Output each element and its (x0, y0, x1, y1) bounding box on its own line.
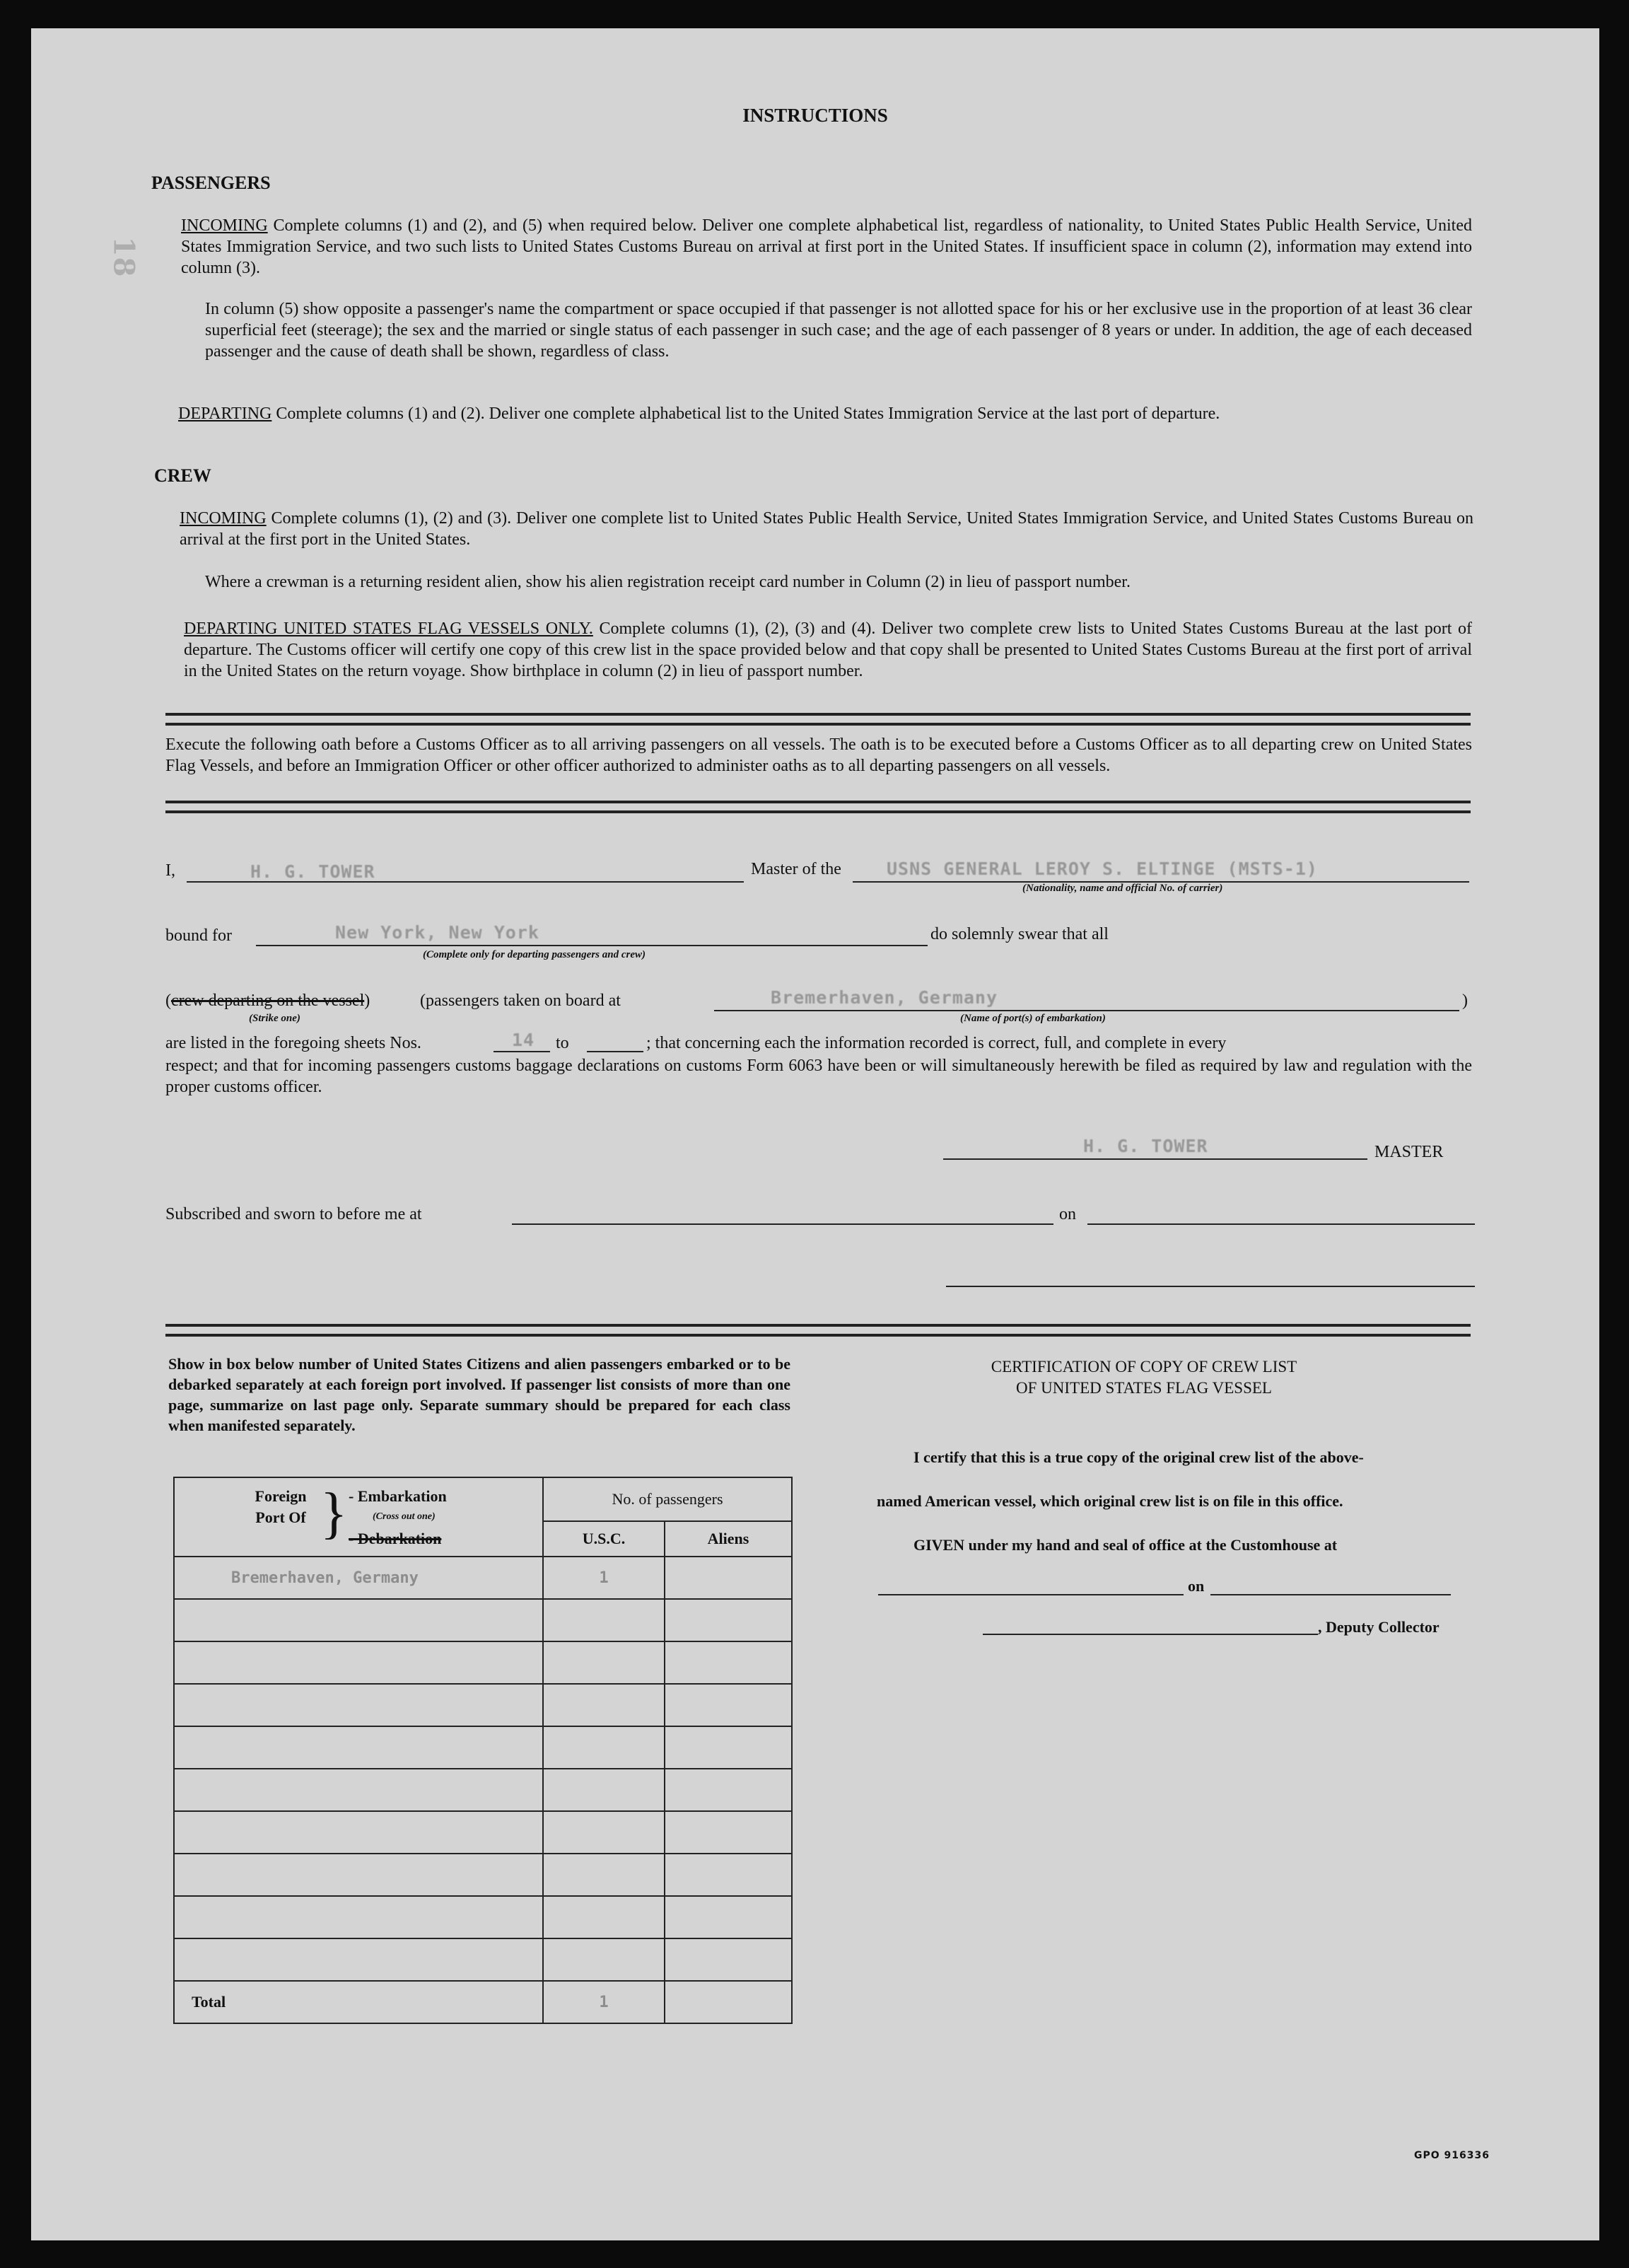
row-port[interactable]: Bremerhaven, Germany (174, 1557, 543, 1599)
row-port[interactable] (174, 1896, 543, 1938)
row-usc[interactable] (543, 1641, 665, 1684)
foreign-port-label: Foreign Port Of (255, 1487, 307, 1526)
row-aliens[interactable] (665, 1557, 792, 1599)
passengers-taken-label: (passengers taken on board at (420, 991, 621, 1010)
row-aliens[interactable] (665, 1769, 792, 1811)
table-row (174, 1769, 792, 1811)
margin-mark: 18 (107, 236, 141, 278)
total-aliens[interactable] (665, 1981, 792, 2023)
row-aliens[interactable] (665, 1641, 792, 1684)
row-port[interactable] (174, 1726, 543, 1769)
table-row (174, 1938, 792, 1981)
deputy-label: , Deputy Collector (1318, 1618, 1440, 1636)
divider (165, 801, 1471, 813)
aliens-header: Aliens (665, 1521, 792, 1557)
cert-line-1: I certify that this is a true copy of the original crew list of the above- (913, 1448, 1364, 1466)
passengers-departing-paragraph (178, 403, 1472, 424)
total-label: Total (174, 1981, 543, 2023)
total-usc[interactable]: 1 (543, 1981, 665, 2023)
sheet-from-field[interactable] (494, 1051, 550, 1052)
table-row (174, 1811, 792, 1854)
officer-signature-field[interactable] (946, 1286, 1475, 1287)
incoming-label: INCOMING (181, 216, 268, 235)
column5-paragraph: In column (5) show opposite a passenger's name the compartment or space occupied if that passenger is not allotted space for his or her exclusive use in the proportion of at least 36 clear superficial feet (steerage); the sex and the married or single status of each passenger in such case; and the age of each passenger of 8 years or under. In addition, the age of each deceased passenger and the cause of death shall be shown, regardless of class. (205, 300, 1472, 361)
row-aliens[interactable] (665, 1811, 792, 1854)
row-usc[interactable] (543, 1896, 665, 1938)
row-port[interactable] (174, 1684, 543, 1726)
row-aliens[interactable] (665, 1896, 792, 1938)
embarkation-label: - Embarkation (349, 1487, 447, 1505)
table-header-row (174, 1477, 792, 1521)
row-usc[interactable] (543, 1769, 665, 1811)
form-page (31, 28, 1599, 2240)
debarkation-label: - Debarkation (349, 1530, 442, 1547)
cert-date-field[interactable] (1210, 1594, 1451, 1595)
subscribed-label: Subscribed and sworn to before me at (165, 1205, 422, 1223)
row-usc[interactable]: 1 (543, 1557, 665, 1599)
incoming-text: Complete columns (1) and (2), and (5) when required below. Deliver one complete alphabetical list, regardless of nationality, to United States Public Health Service, United States Immigration Service, and two such lists to United States Customs Bureau on arrival at first port in the United States. If insufficient space in column (2), information may extend into column (3). (181, 216, 1473, 277)
close-paren: ) (1462, 991, 1468, 1010)
row-usc[interactable] (543, 1938, 665, 1981)
port-caption: (Name of port(s) of embarkation) (960, 1013, 1106, 1024)
crew-departing-label: DEPARTING UNITED STATES FLAG VESSELS ONLY. (184, 620, 593, 638)
listed-suffix: ; that concerning each the information recorded is correct, full, and complete in every (646, 1034, 1227, 1052)
vessel-caption: (Nationality, name and official No. of carrier) (1022, 883, 1223, 894)
row-usc[interactable] (543, 1726, 665, 1769)
table-row (174, 1599, 792, 1641)
vessel-value: USNS GENERAL LEROY S. ELTINGE (MSTS-1) (887, 859, 1318, 879)
master-of-label: Master of the (751, 860, 841, 878)
row-aliens[interactable] (665, 1599, 792, 1641)
row-usc[interactable] (543, 1811, 665, 1854)
deputy-signature-field[interactable] (983, 1634, 1318, 1635)
signature-field[interactable] (943, 1158, 1367, 1160)
table-row (174, 1684, 792, 1726)
to-label: to (556, 1034, 569, 1052)
crew-departing-text: crew departing on the vessel (171, 991, 365, 1010)
sworn-place-field[interactable] (512, 1223, 1053, 1225)
row-usc[interactable] (543, 1599, 665, 1641)
strike-caption: (Strike one) (249, 1013, 300, 1024)
port-value: Bremerhaven, Germany (771, 987, 998, 1008)
summary-instructions: Show in box below number of United States Citizens and alien passengers embarked or to be debarked separately at each foreign port involved. If passenger list consists of more than one page, summarize on last page only. Separate summary should be prepared for each class when manifested separately. (168, 1355, 790, 1434)
row-aliens[interactable] (665, 1854, 792, 1896)
cert-on-label: on (1188, 1577, 1205, 1595)
swear-label: do solemnly swear that all (930, 925, 1109, 943)
oath-i-label: I, (165, 861, 175, 880)
table-row (174, 1557, 792, 1599)
total-row (174, 1981, 792, 2023)
row-port[interactable] (174, 1599, 543, 1641)
port-header-cell (174, 1477, 543, 1557)
departing-text: Complete columns (1) and (2). Deliver one complete alphabetical list to the United States Immigration Service at the last port of departure. (276, 405, 1220, 423)
crew-incoming-paragraph (180, 508, 1473, 550)
row-aliens[interactable] (665, 1726, 792, 1769)
row-aliens[interactable] (665, 1684, 792, 1726)
crew-heading: CREW (154, 465, 211, 486)
cert-line-2: named American vessel, which original crew list is on file in this office. (877, 1492, 1343, 1510)
bound-for-label: bound for (165, 926, 232, 945)
gpo-mark: GPO 916336 (1414, 2150, 1490, 2161)
divider (165, 1324, 1471, 1337)
sworn-date-field[interactable] (1087, 1223, 1475, 1225)
instructions-title: INSTRUCTIONS (742, 105, 888, 126)
row-usc[interactable] (543, 1684, 665, 1726)
row-port[interactable] (174, 1854, 543, 1896)
row-usc[interactable] (543, 1854, 665, 1896)
divider (165, 713, 1471, 726)
no-passengers-header: No. of passengers (543, 1477, 792, 1521)
crew-departing-struck: (crew departing on the vessel) (165, 991, 370, 1010)
listed-prefix: are listed in the foregoing sheets Nos. (165, 1034, 421, 1052)
bound-caption: (Complete only for departing passengers and crew) (423, 949, 646, 960)
cert-title-2: OF UNITED STATES FLAG VESSEL (1016, 1379, 1272, 1397)
bound-for-value: New York, New York (335, 922, 539, 943)
sheet-from-value: 14 (512, 1030, 535, 1050)
crew-incoming-text: Complete columns (1), (2) and (3). Deliver one complete list to United States Public Health Service, United States Immigration Service, and United States Customs Bureau on arrival at the first port in the United States. (180, 509, 1473, 549)
crew-departing-paragraph (184, 618, 1472, 682)
cert-line-3: GIVEN under my hand and seal of office at the Customhouse at (913, 1536, 1338, 1554)
customhouse-field[interactable] (878, 1594, 1184, 1595)
cert-title-1: CERTIFICATION OF COPY OF CREW LIST (991, 1358, 1297, 1376)
listed-rest: respect; and that for incoming passengers customs baggage declarations on customs Form 6063 have been or will simultaneously herewith be filed as required by law and regulation with the proper customs officer. (165, 1057, 1472, 1096)
port-field[interactable] (714, 1010, 1459, 1011)
brace: } (320, 1482, 348, 1545)
master-name-value: H. G. TOWER (250, 861, 375, 882)
passengers-incoming-paragraph (181, 215, 1472, 279)
row-aliens[interactable] (665, 1938, 792, 1981)
table-row (174, 1896, 792, 1938)
table-row (174, 1854, 792, 1896)
passengers-heading: PASSENGERS (151, 173, 271, 193)
departing-label: DEPARTING (178, 405, 272, 423)
master-label: MASTER (1374, 1143, 1444, 1161)
row-port[interactable] (174, 1938, 543, 1981)
usc-header: U.S.C. (543, 1521, 665, 1557)
signature-value: H. G. TOWER (1083, 1136, 1208, 1156)
crew-departing-text: Complete columns (1), (2), (3) and (4). Deliver two complete crew lists to United States Customs Bureau at the last port of departure. The Customs officer will certify one copy of this crew list in the space provided below and that copy shall be presented to United States Customs Bureau at the first port of arrival in the United States on the return voyage. Show birthplace in column (2) in lieu of passport number. (184, 620, 1472, 680)
cross-out-caption: (Cross out one) (373, 1511, 436, 1522)
table-row (174, 1726, 792, 1769)
crew-resident-paragraph: Where a crewman is a returning resident alien, show his alien registration receipt card number in Column (2) in lieu of passport number. (205, 573, 1131, 591)
row-port[interactable] (174, 1641, 543, 1684)
oath-intro: Execute the following oath before a Customs Officer as to all arriving passengers on all vessels. The oath is to be executed before a Customs Officer as to all departing crew on United States Flag Vessels, and before an Immigration Officer or other officer authorized to administer oaths as to all departing passengers on all vessels. (165, 735, 1472, 775)
passenger-summary-table (173, 1477, 793, 2024)
row-port[interactable] (174, 1769, 543, 1811)
table-row (174, 1641, 792, 1684)
row-port[interactable] (174, 1811, 543, 1854)
sworn-on-label: on (1059, 1205, 1076, 1223)
sheet-to-field[interactable] (587, 1051, 643, 1052)
crew-incoming-label: INCOMING (180, 509, 267, 528)
bound-for-field[interactable] (256, 945, 928, 946)
